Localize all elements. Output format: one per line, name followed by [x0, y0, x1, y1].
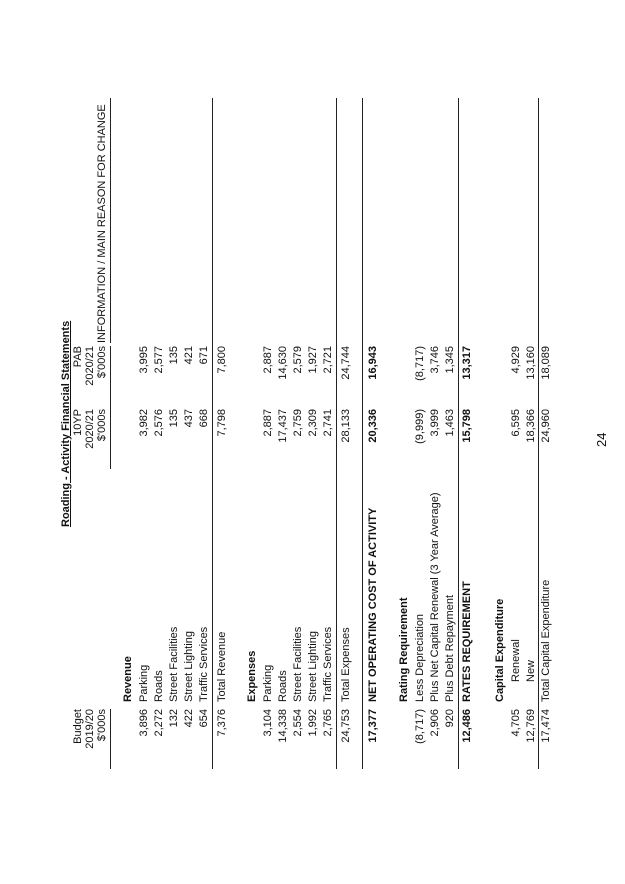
capex-heading: Capital Expenditure: [494, 598, 506, 702]
expenses-label: Parking: [262, 664, 274, 702]
rating-budget: 2,906: [429, 709, 441, 737]
expenses-label: Traffic Services: [322, 626, 334, 702]
expenses-budget: 14,338: [277, 709, 289, 743]
revenue-pab: 421: [183, 346, 195, 365]
10yp-header-line1: 10YP: [72, 409, 84, 436]
rates-requirement-10yp: 15,798: [461, 409, 473, 443]
revenue-10yp: 437: [183, 409, 195, 428]
rule: [336, 98, 337, 769]
rates-requirement-pab: 13,317: [461, 346, 473, 380]
expenses-10yp: 17,437: [277, 409, 289, 443]
rating-10yp: 1,463: [444, 409, 456, 437]
expenses-label: Street Facilities: [292, 626, 304, 702]
expenses-pab: 2,721: [322, 346, 334, 374]
budget-header-line1: Budget: [72, 709, 84, 744]
info-header: INFORMATION / MAIN REASON FOR CHANGE: [96, 104, 108, 343]
pab-header-line1: PAB: [72, 346, 84, 368]
net-label: NET OPERATING COST OF ACTIVITY: [367, 507, 379, 702]
rating-label: Plus Debt Repayment: [444, 595, 456, 702]
expenses-total-10yp: 28,133: [340, 409, 352, 443]
expenses-pab: 1,927: [307, 346, 319, 374]
revenue-total-budget: 7,376: [216, 709, 228, 737]
rule: [458, 98, 459, 769]
expenses-10yp: 2,309: [307, 409, 319, 437]
expenses-10yp: 2,741: [322, 409, 334, 437]
capex-total-pab: 18,089: [540, 346, 552, 380]
capex-pab: 4,929: [510, 346, 522, 374]
net-10yp: 20,336: [367, 409, 379, 443]
expenses-10yp: 2,887: [262, 409, 274, 437]
revenue-pab: 671: [198, 346, 210, 365]
capex-total-label: Total Capital Expenditure: [540, 579, 552, 702]
revenue-budget: 422: [183, 709, 195, 728]
budget-header-line3: $'000s: [96, 709, 108, 742]
revenue-budget: 2,272: [153, 709, 165, 737]
revenue-total-10yp: 7,798: [216, 409, 228, 437]
revenue-label: Parking: [138, 664, 150, 702]
revenue-label: Street Facilities: [168, 626, 180, 702]
revenue-label: Traffic Services: [198, 626, 210, 702]
capex-pab: 13,160: [525, 346, 537, 380]
expenses-budget: 2,554: [292, 709, 304, 737]
expenses-label: Street Lighting: [307, 631, 319, 702]
expenses-budget: 3,104: [262, 709, 274, 737]
expenses-total-pab: 24,744: [340, 346, 352, 380]
rating-label: Less Depreciation: [414, 613, 426, 702]
revenue-10yp: 2,576: [153, 409, 165, 437]
net-pab: 16,943: [367, 346, 379, 380]
revenue-pab: 2,577: [153, 346, 165, 374]
rule: [110, 709, 111, 769]
capex-budget: 12,769: [525, 709, 537, 743]
rates-requirement-budget: 12,486: [461, 709, 473, 743]
expenses-budget: 1,992: [307, 709, 319, 737]
rule: [110, 346, 111, 469]
rating-heading: Rating Requirement: [398, 597, 410, 702]
expenses-heading: Expenses: [246, 650, 258, 702]
rule: [212, 98, 213, 769]
capex-10yp: 6,595: [510, 409, 522, 437]
capex-label: New: [525, 659, 537, 682]
rating-10yp: (9,999): [414, 409, 426, 444]
rule: [110, 98, 111, 343]
net-budget: 17,377: [367, 709, 379, 743]
rating-pab: 1,345: [444, 346, 456, 374]
revenue-total-label: Total Revenue: [216, 631, 228, 702]
revenue-10yp: 135: [168, 409, 180, 428]
expenses-pab: 14,630: [277, 346, 289, 380]
rating-pab: 3,746: [429, 346, 441, 374]
rule: [538, 98, 539, 769]
capex-total-10yp: 24,960: [540, 409, 552, 443]
pab-header-line2: 2020/21: [84, 346, 96, 386]
rates-requirement-label: RATES REQUIREMENT: [461, 581, 473, 702]
revenue-pab: 3,995: [138, 346, 150, 374]
capex-label: Renewal: [510, 639, 522, 682]
revenue-label: Roads: [153, 670, 165, 702]
expenses-total-label: Total Expenses: [340, 627, 352, 702]
budget-header-line2: 2019/20: [84, 709, 96, 749]
revenue-pab: 135: [168, 346, 180, 365]
expenses-total-budget: 24,753: [340, 709, 352, 743]
rating-budget: 920: [444, 709, 456, 728]
revenue-heading: Revenue: [122, 656, 134, 702]
rating-pab: (8,717): [414, 346, 426, 381]
revenue-budget: 3,896: [138, 709, 150, 737]
revenue-10yp: 3,982: [138, 409, 150, 437]
rating-label: Plus Net Capital Renewal (3 Year Average): [429, 492, 441, 702]
capex-10yp: 18,366: [525, 409, 537, 443]
expenses-label: Roads: [277, 670, 289, 702]
revenue-10yp: 668: [198, 409, 210, 428]
revenue-budget: 654: [198, 709, 210, 728]
revenue-label: Street Lighting: [183, 631, 195, 702]
rating-budget: (8,717): [414, 709, 426, 744]
expenses-pab: 2,887: [262, 346, 274, 374]
expenses-10yp: 2,759: [292, 409, 304, 437]
capex-total-budget: 17,474: [540, 709, 552, 743]
page-title: Roading - Activity Financial Statements: [60, 320, 72, 527]
expenses-budget: 2,765: [322, 709, 334, 737]
revenue-budget: 132: [168, 709, 180, 728]
page-number: 24: [594, 432, 609, 447]
rule: [362, 98, 363, 769]
pab-header-line3: $'000s: [96, 346, 108, 379]
capex-budget: 4,705: [510, 709, 522, 737]
expenses-pab: 2,579: [292, 346, 304, 374]
10yp-header-line2: 2020/21: [84, 409, 96, 449]
revenue-total-pab: 7,800: [216, 346, 228, 374]
10yp-header-line3: $'000s: [96, 409, 108, 442]
rating-10yp: 3,999: [429, 409, 441, 437]
